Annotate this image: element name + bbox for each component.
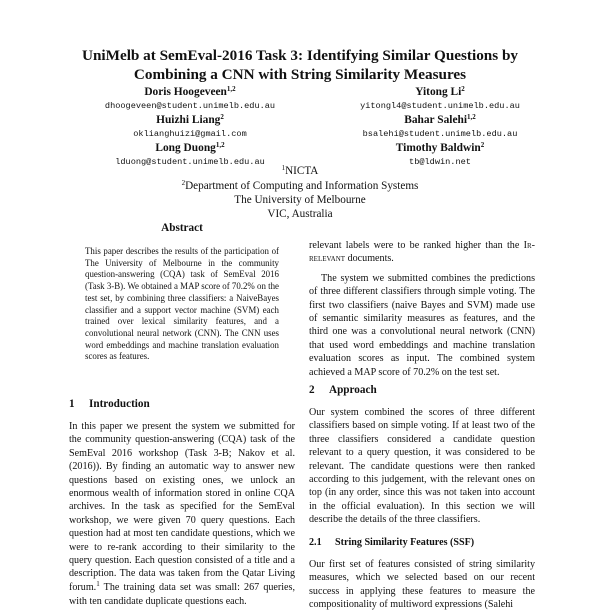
section-title: Approach xyxy=(329,384,377,396)
abstract-heading: Abstract xyxy=(161,222,203,234)
section-number: 1 xyxy=(69,398,75,410)
title-line-1: UniMelb at SemEval-2016 Task 3: Identifying Similar Questions by xyxy=(81,47,518,64)
author-email: tb@ldwin.net xyxy=(409,157,471,167)
subsection-number: 2.1 xyxy=(309,537,322,548)
author-block xyxy=(60,86,320,113)
intro-body-cont: The training data set was small: 267 queries, with ten candidate duplicate questions each. xyxy=(69,581,295,608)
cont-text-post: documents. xyxy=(345,253,394,265)
irrelevant-label-b: relevant xyxy=(309,253,346,265)
section-heading-introduction xyxy=(69,398,150,410)
right-column-top xyxy=(309,239,535,379)
section-title: Introduction xyxy=(89,398,150,410)
subsection-title: String Similarity Features (SSF) xyxy=(335,537,475,548)
author-email: oklianghuizi@gmail.com xyxy=(133,129,247,139)
introduction-text xyxy=(69,420,295,609)
affiliation-2-line-2: The University of Melbourne xyxy=(234,194,366,206)
author-email: yitongl4@student.unimelb.edu.au xyxy=(360,101,520,111)
system-paragraph: The system we submitted combines the predictions of three different classifiers through simple voting. The first two classifiers (naive Bayes and SVM) made use of semantic similarity measures as features, and the third one was a convolutional neural network (CNN) that used word embeddings and machine translation evaluation scores as input. The combined system achieved a MAP score of 70.2% on the test set. xyxy=(309,272,535,378)
affil-mark: 1 xyxy=(281,164,286,172)
paper-title xyxy=(40,46,560,84)
affiliation-2-line-3: VIC, Australia xyxy=(267,208,333,220)
affil-mark: 2 xyxy=(181,179,186,187)
footnote-mark: 1 xyxy=(96,579,100,588)
author-email: dhoogeveen@student.unimelb.edu.au xyxy=(104,101,276,111)
author-affil-mark: 2 xyxy=(480,141,485,149)
author-block xyxy=(310,114,570,141)
title-line-2: Combining a CNN with String Similarity Measures xyxy=(133,66,467,83)
affil-text: NICTA xyxy=(285,165,319,177)
author-name: Bahar Salehi xyxy=(404,114,468,126)
approach-text: Our system combined the scores of three different classifiers based on simple voting. If at least two of the three classifiers considered a candidate question relevant to a query question, it was considered to be relevant. The candidate questions were then ranked according to this judgement, with the relevant ones on top (in any order, since this was not taken into account in the official evaluation). In this section we will describe the details of the three classifiers. xyxy=(309,407,535,526)
author-affil-mark: 1,2 xyxy=(467,113,476,121)
author-email: lduong@student.unimelb.edu.au xyxy=(115,157,265,167)
author-affil-mark: 2 xyxy=(220,113,224,121)
section-number: 2 xyxy=(309,384,315,396)
author-name: Long Duong xyxy=(155,142,216,154)
affil-text: Department of Computing and Information Systems xyxy=(185,180,419,192)
intro-body: In this paper we present the system we submitted for the community question-answering (CQA) task of the SemEval 2016 workshop (Task 3-B; Nakov et al. (2016)). By finding an automatic way to answer new questions based on existing ones, we unlock an enormous wealth of information stored in online CQA archives. In the task as specified for the SemEval workshop, we were given 70 query questions. Each question had at most ten candidate questions, which we were to re-rank according to their similarity to the query question. Each question consisted of a title and a description. The data was taken from the Qatar Living forum. xyxy=(69,421,295,593)
author-name: Huizhi Liang xyxy=(156,114,221,126)
irrelevant-label-a: Ir- xyxy=(523,240,535,251)
section-heading-approach xyxy=(309,384,377,396)
ssf-text: Our first set of features consisted of string similarity measures, which we selected based on our recent success in applying these features to measure the compositionality of multiword expressions (Salehi xyxy=(309,559,535,611)
affiliation-1 xyxy=(100,164,500,180)
author-name: Timothy Baldwin xyxy=(395,142,481,154)
author-name: Doris Hoogeveen xyxy=(144,86,227,98)
abstract-text: This paper describes the results of the participation of The University of Melbourne in the community question-answering (CQA) task of SemEval 2016 (Task 3-B). We obtained a MAP score of 70.2% on the test set, by combining three classifiers: a NaiveBayes classifier and a support vector machine (SVM) each trained over lexical similarity features, and a convolutional neural network (CNN). The CNN uses word embeddings and machine translation evaluation scores as features. xyxy=(85,246,279,362)
author-affil-mark: 2 xyxy=(461,85,465,93)
author-name: Yitong Li xyxy=(415,86,462,98)
author-affil-mark: 1,2 xyxy=(215,141,225,149)
author-email: bsalehi@student.unimelb.edu.au xyxy=(362,129,518,139)
author-block xyxy=(310,86,570,113)
author-affil-mark: 1,2 xyxy=(226,85,236,93)
cont-text-pre: relevant labels were to be ranked higher than the xyxy=(309,240,524,251)
subsection-heading-ssf xyxy=(309,537,474,548)
author-block xyxy=(60,114,320,141)
